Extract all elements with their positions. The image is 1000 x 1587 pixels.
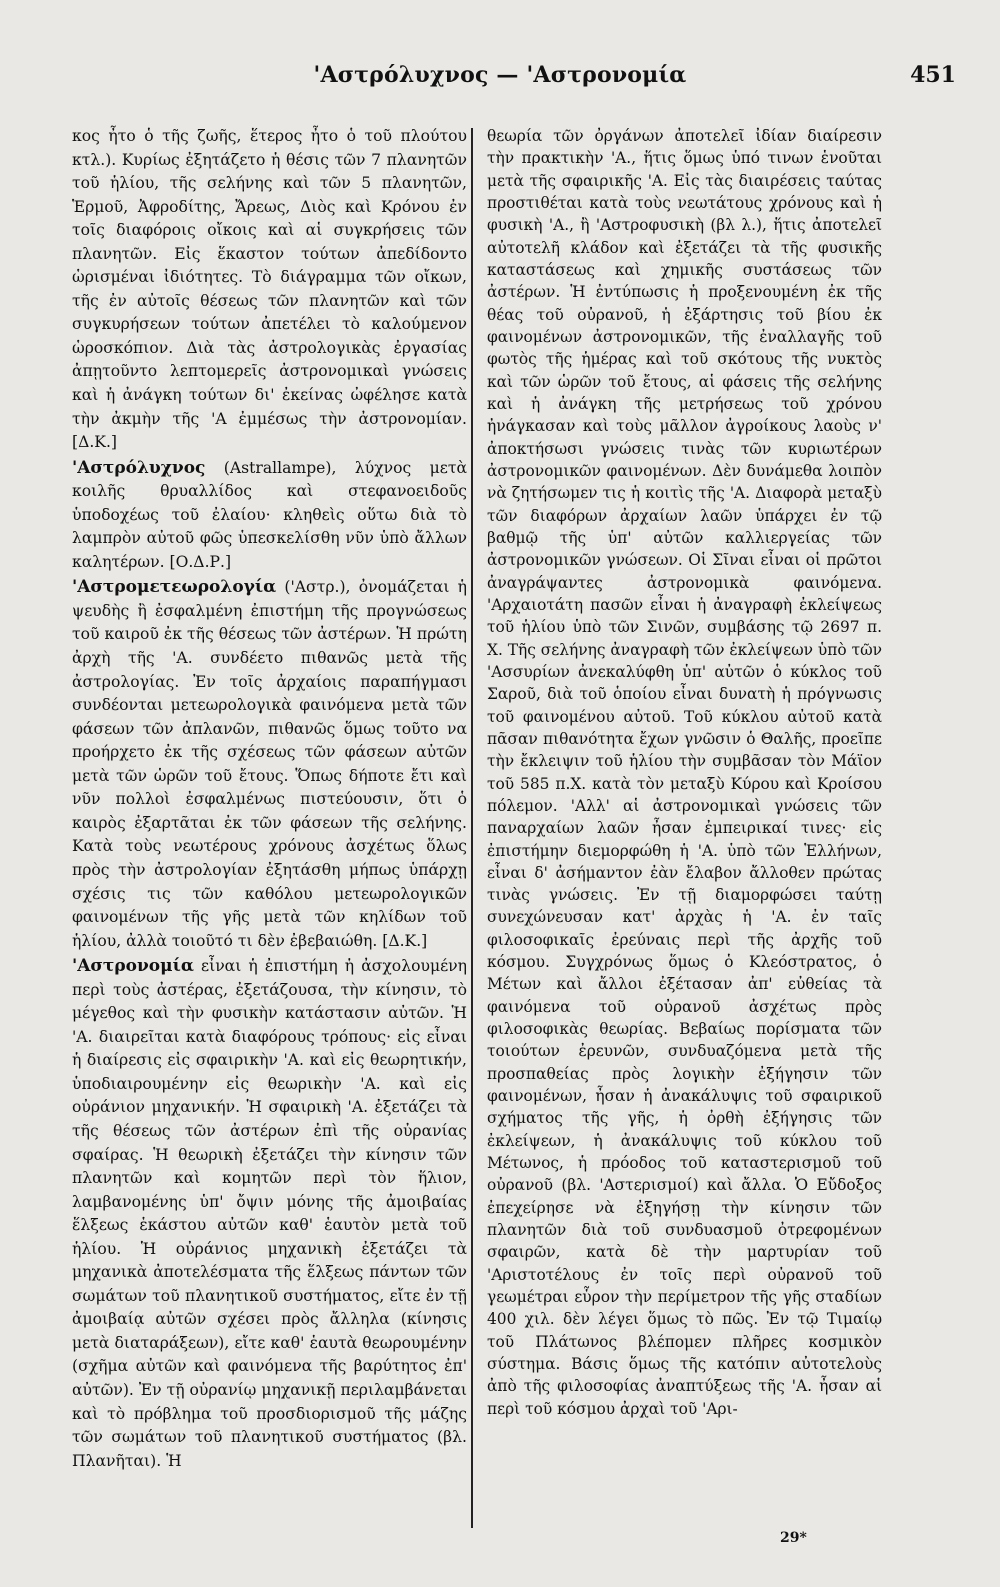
signature-mark: 29* (780, 1530, 807, 1546)
running-title: 'Αστρόλυχνος — 'Αστρονομία (313, 62, 687, 88)
entry-headword: 'Αστρονομία (72, 956, 194, 977)
entry-continuation: θεωρία τῶν ὀργάνων ἀποτελεῖ ἰδίαν διαίρεσιν τὴν πρακτικὴν 'Α., ἥτις ὅμως ὑπό τινων ἑνοῦται μετὰ τῆς σφαιρικῆς 'Α. Εἰς τὰς διαιρέσεις ταύτας προστιθέται κατὰ τοὺς νεωτάτους χρόνους καὶ ἡ φυσικὴ 'Α., ἢ 'Αστροφυσικὴ (βλ λ.), ἥτις ἀποτελεῖ αὐτοτελῆ κλάδον καὶ ἐξετάζει τὰ τῆς φυσικῆς καταστάσεως καὶ χημικῆς συστάσεως τῶν ἀστέρων. Ἡ ἐντύπωσις ἡ προξενουμένη ἐκ τῆς θέας τοῦ οὐρανοῦ, ἡ ἐξάρτησις τοῦ βίου ἐκ φαινομένων ἀστρονομικῶν, τῆς ἐναλλαγῆς τοῦ φωτὸς τῆς ἡμέρας καὶ τοῦ σκότους τῆς νυκτὸς καὶ τῶν ὡρῶν τοῦ ἔτους, αἱ φάσεις τῆς σελήνης καὶ ἡ ἀνάγκη τῆς μετρήσεως τοῦ χρόνου ἠνάγκασαν καὶ τοὺς μᾶλλον ἀγροίκους λαοὺς ν' ἀποκτήσωσι γνώσεις τινὰς τῶν κυριωτέρων ἀστρονομικῶν φαινομένων. Δὲν δυνάμεθα λοιπὸν νὰ ζητήσωμεν τις ἡ κοιτὶς τῆς 'Α. Διαφορὰ μεταξὺ τῶν διαφόρων ἀρχαίων λαῶν ὑπάρχει ἐν τῷ βαθμῷ τῆς ὑπ' αὐτῶν καλλιεργείας τῶν ἀστρονομικῶν γνώσεων. Οἱ Σῖναι εἶναι οἱ πρῶτοι ἀναγράψαντες ἀστρονομικὰ φαινόμενα. 'Αρχαιοτάτη πασῶν εἶναι ἡ ἀναγραφὴ ἐκλείψεως τοῦ ἡλίου ὑπὸ τῶν Σινῶν, συμβάσης τῷ 2697 π. Χ. Τῆς σελήνης ἀναγραφὴ τῶν ἐκλείψεων ὑπὸ τῶν 'Ασσυρίων ἀνεκαλύφθη ὑπ' αὐτῶν ὁ κύκλος τοῦ Σαροῦ, διὰ τοῦ ὁποίου εἶναι δυνατὴ ἡ πρόγνωσις τοῦ φαινομένου αὐτοῦ. Τοῦ κύκλου αὐτοῦ κατὰ πᾶσαν πιθανότητα ἔχων γνῶσιν ὁ Θαλῆς, προεῖπε τὴν ἔκλειψιν τοῦ ἡλίου τὴν συμβᾶσαν τὸν Μάϊον τοῦ 585 π.Χ. κατὰ τὸν μεταξὺ Κύρου καὶ Κροίσου πόλεμον. 'Αλλ' αἱ ἀστρονομικαὶ γνώσεις τῶν παναρχαίων λαῶν ἦσαν ἐμπειρικαί τινες· εἰς ἐπιστήμην διεμορφώθη ἡ 'Α. ὑπὸ τῶν Ἑλλήνων, εἶναι δ' ἀσήμαντον ἐὰν ἔλαβον ἄλλοθεν πρώτας τινὰς γνώσεις. Ἐν τῇ διαμορφώσει ταύτῃ συνεχώνευσαν κατ' ἀρχὰς ἡ 'Α. ἐν ταῖς φιλοσοφικαῖς ἐρεύναις περὶ τῆς ἀρχῆς τοῦ κόσμου. Συγχρόνως ὅμως ὁ Κλεόστρατος, ὁ Μέτων καὶ ἄλλοι ἐξέτασαν ἀπ' εὐθείας τὰ φαινόμενα τοῦ οὐρανοῦ ἀσχέτως πρὸς φιλοσοφικὰς θεωρίας. Βεβαίως πορίσματα τῶν τοιούτων ἐρευνῶν, συνδυαζόμενα μετὰ τῆς προσπαθείας πρὸς λογικὴν ἐξήγησιν τῶν φαινομένων, ἦσαν ἡ ἀνακάλυψις τοῦ σφαιρικοῦ σχήματος τῆς γῆς, ἡ ὀρθὴ ἐξήγησις τῶν ἐκλείψεων, ἡ ἀνακάλυψις τοῦ κύκλου τοῦ Μέτωνος, ἡ πρόοδος τοῦ καταστερισμοῦ τοῦ οὐρανοῦ (βλ. 'Αστερισμοί) καὶ ἄλλα. Ὁ Εὔδοξος ἐπεχείρησε νὰ ἐξηγήσῃ τὴν κίνησιν τῶν πλανητῶν διὰ τοῦ συνδυασμοῦ ὀτρεφομένων σφαιρῶν, κατὰ δὲ τὴν μαρτυρίαν τοῦ 'Αριστοτέλους ἐν τοῖς περὶ οὐρανοῦ τοῦ γεωμέτραι εὗρον τὴν περίμετρον τῆς γῆς σταδίων 400 χιλ. δὲν λέγει ὅμως τὸ πῶς. Ἐν τῷ Τιμαίῳ τοῦ Πλάτωνος βλέπομεν πλῆρες κοσμικὸν σύστημα. Βάσις ὅμως τῆς κατόπιν αὐτοτελοὺς ἀπὸ τῆς φιλοσοφίας ἀναπτύξεως τῆς 'Α. ἦσαν αἱ περὶ τοῦ κόσμου ἀρχαὶ τοῦ 'Αρι- (487, 127, 882, 1418)
entry-headword: 'Αστρόλυχνος (72, 457, 206, 478)
entry-continuation: κος ἦτο ὁ τῆς ζωῆς, ἕτερος ἦτο ὁ τοῦ πλούτου κτλ.). Κυρίως ἐξητάζετο ἡ θέσις τῶν 7 πλανητῶν τοῦ ἡλίου, τῆς σελήνης καὶ τῶν 5 πλανητῶν, Ἑρμοῦ, Ἀφροδίτης, Ἄρεως, Διὸς καὶ Κρόνου ἐν τοῖς διαφόροις οἴκοις καὶ αἱ συγκρήσεις τῶν πλανητῶν. Εἰς ἕκαστον τούτων ἀπεδίδοντο ὡρισμέναι ἰδιότητες. Τὸ διάγραμμα τῶν οἴκων, τῆς ἐν αὐτοῖς θέσεως τῶν πλανητῶν καὶ τῶν συγκυρήσεων τούτων ἀπετέλει τὸ καλούμενον ὡροσκόπιον. Διὰ τὰς ἀστρολογικὰς ἐργασίας ἀπῃτοῦντο λεπτομερεῖς ἀστρονομικαὶ γνώσεις καὶ ἡ ἀνάγκη τούτων δι' ἐκείνας ὠφέλησε κατὰ τὴν ἀκμὴν τῆς 'Α ἐμμέσως τὴν ἀστρονομίαν. [Δ.Κ.] (72, 127, 467, 452)
entry-astronomia (72, 955, 467, 1473)
entry-astrometeorologia (72, 576, 467, 953)
entry-body: εἶναι ἡ ἐπιστήμη ἡ ἀσχολουμένη περὶ τοὺς ἀστέρας, ἐξετάζουσα, τὴν κίνησιν, τὸ μέγεθος καὶ τὴν φυσικὴν κατάστασιν αὐτῶν. Ἡ 'Α. διαιρεῖται κατὰ διαφόρους τρόπους· εἰς εἶναι ἡ διαίρεσις εἰς σφαιρικὴν 'Α. καὶ εἰς θεωρητικήν, ὑποδιαιρουμένην εἰς θεωρικὴν 'Α. καὶ εἰς οὐράνιον μηχανικήν. Ἡ σφαιρικὴ 'Α. ἐξετάζει τὰ τῆς θέσεως τῶν ἀστέρων ἐπὶ τῆς οὐρανίας σφαίρας. Ἡ θεωρικὴ ἐξετάζει τὴν κίνησιν τῶν πλανητῶν καὶ κομητῶν περὶ τὸν ἥλιον, λαμβανομένης ὑπ' ὄψιν μόνης τῆς ἀμοιβαίας ἕλξεως ἑκάστου αὐτῶν καθ' ἑαυτὸν μετὰ τοῦ ἡλίου. Ἡ οὐράνιος μηχανικὴ ἐξετάζει τὰ μηχανικὰ ἀποτελέσματα τῆς ἕλξεως πάντων τῶν σωμάτων τοῦ πλανητικοῦ συστήματος, εἴτε ἐν τῇ ἀμοιβαίᾳ αὐτῶν σχέσει πρὸς ἄλληλα (κίνησις μετὰ διαταράξεων), εἴτε καθ' ἑαυτὰ θεωρουμένην (σχῆμα αὐτῶν καὶ φαινόμενα τῆς βαρύτητος ἐπ' αὐτῶν). Ἐν τῇ οὐρανίῳ μηχανικῇ περιλαμβάνεται καὶ τὸ πρόβλημα τοῦ προσδιορισμοῦ τῆς μάζης τῶν σωμάτων τοῦ πλανητικοῦ συστήματος (βλ. Πλανῆται). Ἡ (72, 957, 467, 1470)
entry-body: (Astrallampe), λύχνος μετὰ κοιλῆς θρυαλλίδος καὶ στεφανοειδοῦς ὑποδοχέως τοῦ ἐλαίου· κληθεὶς οὕτω διὰ τὸ λαμπρὸν αὐτοῦ φῶς ὑπεσκελίσθη νῦν ὑπὸ ἄλλων καλητέρων. [Ο.Δ.Ρ.] (72, 458, 467, 571)
right-column (487, 125, 882, 1420)
column-divider (471, 128, 473, 1528)
page-header (40, 62, 960, 102)
page-number: 451 (910, 62, 956, 88)
entry-headword: 'Αστρομετεωρολογία (72, 577, 277, 598)
entry-body: ('Αστρ.), ὀνομάζεται ἡ ψευδὴς ἢ ἐσφαλμένη ἐπιστήμη τῆς προγνώσεως τοῦ καιροῦ ἐκ τῆς θέσεως τῶν ἀστέρων. Ἡ πρώτη ἀρχὴ τῆς 'Α. συνδέετο πιθανῶς μετὰ τῆς ἀστρολογίας. Ἐν τοῖς ἀρχαίοις παραπήγμασι συνδέονται μετεωρολογικὰ φαινόμενα μετὰ τῶν φάσεων τῶν ἀπλανῶν, πιθανῶς ὅμως τοῦτο να προήρχετο ἐκ τῆς σχέσεως τῶν φάσεων αὐτῶν μετὰ τῶν ὡρῶν τοῦ ἔτους. Ὅπως δήποτε ἔτι καὶ νῦν πολλοὶ ἐσφαλμένως πιστεύουσιν, ὅτι ὁ καιρὸς ἐξαρτᾶται ἐκ τῶν φάσεων τῆς σελήνης. Κατὰ τοὺς νεωτέρους χρόνους ἀσχέτως ὅλως πρὸς τὴν ἀστρολογίαν ἐξητάσθη μήπως ὑπάρχῃ σχέσις τις τῶν καθόλου μετεωρολογικῶν φαινομένων τῆς γῆς μετὰ τῶν κηλίδων τοῦ ἡλίου, ἀλλὰ τοιοῦτό τι δὲν ἐβεβαιώθη. [Δ.Κ.] (72, 578, 467, 950)
left-column (72, 125, 467, 1473)
entry-astrolychnos (72, 457, 467, 575)
